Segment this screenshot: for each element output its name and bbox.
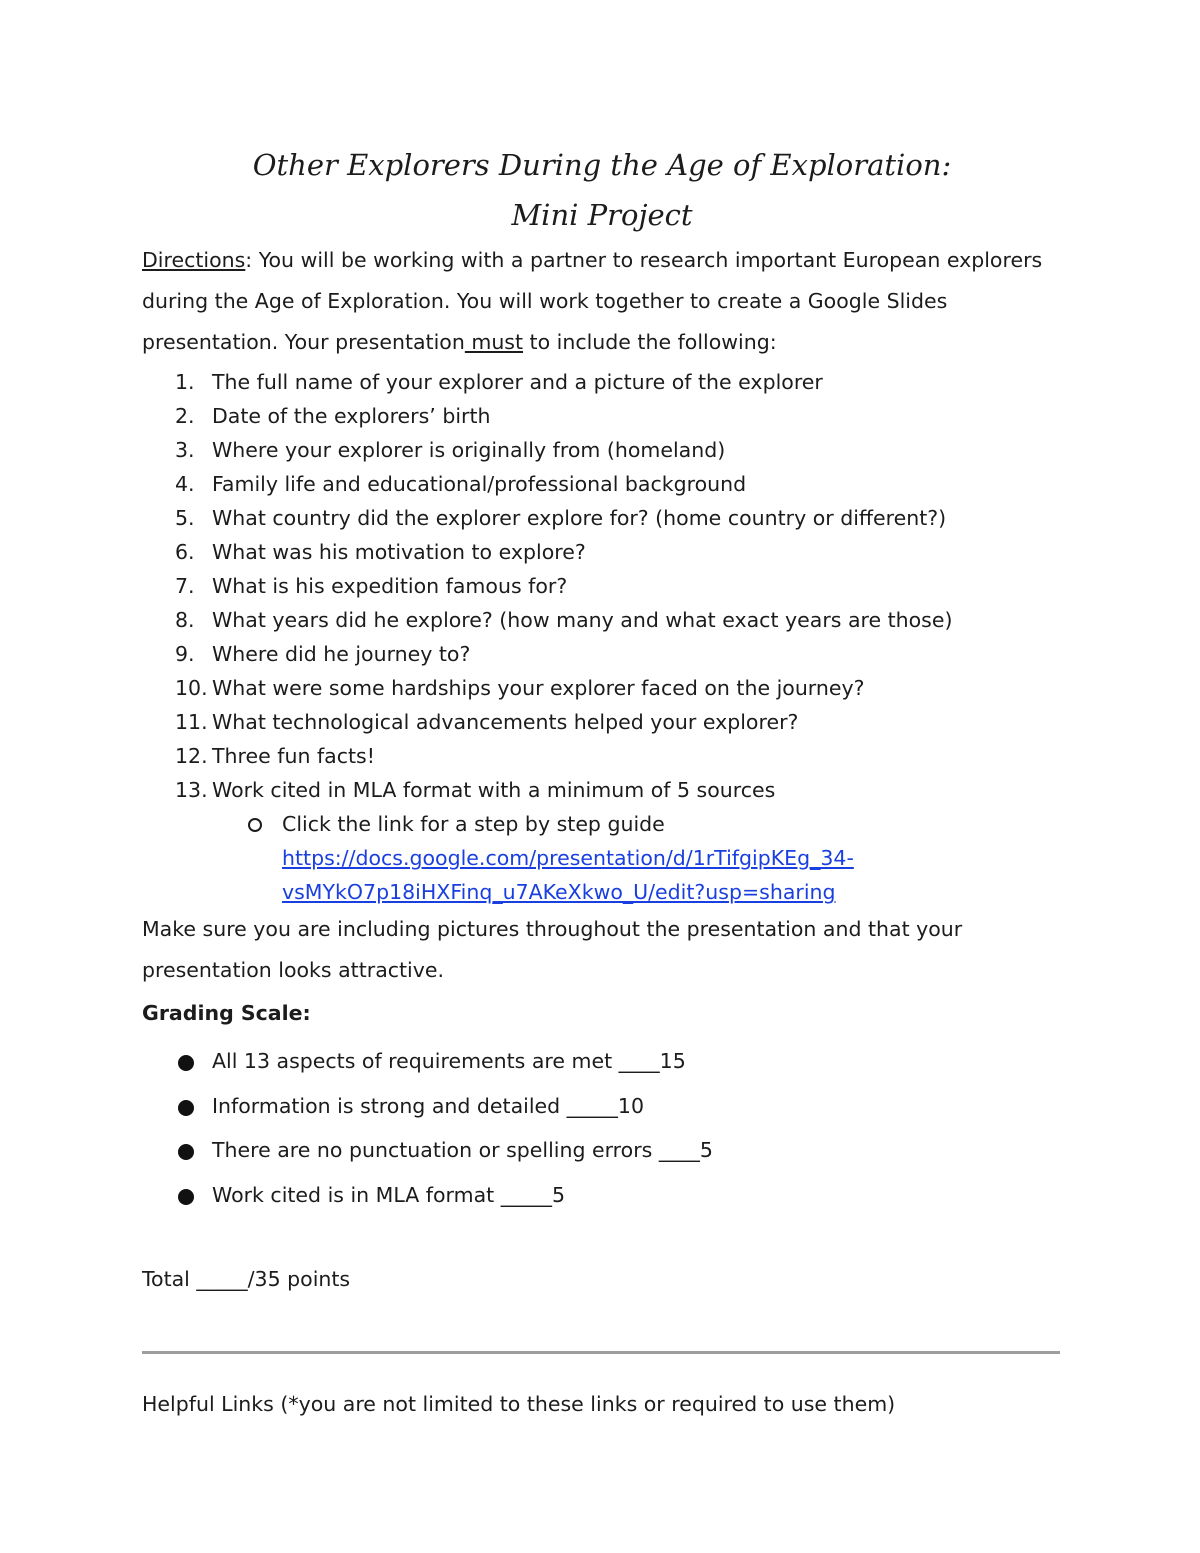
list-item-text: What technological advancements helped your explorer? bbox=[212, 710, 799, 734]
list-item-text: What was his motivation to explore? bbox=[212, 540, 586, 564]
list-item bbox=[142, 535, 1062, 569]
grading-item-text: All 13 aspects of requirements are met ____15 bbox=[212, 1049, 686, 1073]
horizontal-divider bbox=[142, 1351, 1060, 1354]
list-number: 8. bbox=[175, 608, 195, 632]
helpful-links-text: Helpful Links (*you are not limited to these links or required to use them) bbox=[142, 1392, 896, 1416]
title-line-1: Other Explorers During the Age of Exploration: bbox=[252, 148, 952, 182]
list-item bbox=[142, 365, 1062, 399]
directions-label: Directions bbox=[142, 248, 246, 272]
list-item bbox=[142, 637, 1062, 671]
list-item bbox=[142, 399, 1062, 433]
list-number: 1. bbox=[175, 370, 195, 394]
directions-tail: to include the following: bbox=[523, 330, 777, 354]
list-item bbox=[142, 1173, 1062, 1218]
list-number: 13. bbox=[175, 778, 208, 802]
list-item bbox=[142, 773, 1062, 807]
list-number: 2. bbox=[175, 404, 195, 428]
list-number: 7. bbox=[175, 574, 195, 598]
guide-sub-item bbox=[142, 807, 1062, 909]
directions-text: : You will be working with a partner to research important European explorers during the Age of Exploration. You will work together to create a Google Slides presentation. Your presentation bbox=[142, 248, 1043, 354]
list-number: 4. bbox=[175, 472, 195, 496]
bullet-icon bbox=[178, 1144, 194, 1160]
list-number: 11. bbox=[175, 710, 208, 734]
bullet-icon bbox=[178, 1189, 194, 1205]
list-number: 12. bbox=[175, 744, 208, 768]
list-item bbox=[142, 569, 1062, 603]
grading-item-text: Work cited is in MLA format _____5 bbox=[212, 1182, 565, 1207]
bullet-icon bbox=[178, 1100, 194, 1116]
list-item bbox=[142, 603, 1062, 637]
list-item bbox=[142, 1039, 1062, 1084]
list-item-text: What years did he explore? (how many and what exact years are those) bbox=[212, 608, 953, 632]
list-item-text: Family life and educational/professional background bbox=[212, 472, 747, 496]
list-number: 10. bbox=[175, 676, 208, 700]
page-title bbox=[142, 140, 1062, 240]
list-item-text: Work cited in MLA format with a minimum of 5 sources bbox=[212, 778, 776, 802]
list-item bbox=[142, 433, 1062, 467]
guide-link[interactable] bbox=[282, 846, 854, 904]
list-item-text: Three fun facts! bbox=[212, 744, 375, 768]
list-item-text: The full name of your explorer and a picture of the explorer bbox=[212, 370, 823, 394]
bullet-icon bbox=[178, 1055, 194, 1071]
list-item bbox=[142, 501, 1062, 535]
requirements-list bbox=[142, 365, 1062, 807]
document-page bbox=[142, 140, 1062, 1424]
list-item-text: What country did the explorer explore for? (home country or different?) bbox=[212, 506, 947, 530]
list-item-text: Where your explorer is originally from (homeland) bbox=[212, 438, 726, 462]
grading-list bbox=[142, 1039, 1062, 1217]
guide-link-line-1: https://docs.google.com/presentation/d/1rTifgipKEg_34- bbox=[282, 846, 854, 870]
grading-heading: Grading Scale: bbox=[142, 1001, 311, 1025]
directions-paragraph bbox=[142, 240, 1062, 363]
list-item bbox=[142, 705, 1062, 739]
title-line-2: Mini Project bbox=[511, 198, 693, 232]
list-item bbox=[142, 671, 1062, 705]
list-number: 6. bbox=[175, 540, 195, 564]
list-item bbox=[142, 1128, 1062, 1173]
list-number: 3. bbox=[175, 438, 195, 462]
must-word: must bbox=[464, 330, 524, 354]
list-item bbox=[142, 467, 1062, 501]
total-points: Total _____/35 points bbox=[142, 1267, 351, 1291]
list-item bbox=[142, 739, 1062, 773]
list-number: 9. bbox=[175, 642, 195, 666]
grading-item-text: Information is strong and detailed _____10 bbox=[212, 1093, 645, 1118]
list-item-text: Date of the explorers’ birth bbox=[212, 404, 491, 428]
guide-link-line-2: vsMYkO7p18iHXFinq_u7AKeXkwo_U/edit?usp=sharing bbox=[282, 880, 836, 904]
list-number: 5. bbox=[175, 506, 195, 530]
hollow-bullet-icon bbox=[248, 818, 262, 832]
grading-item-text: There are no punctuation or spelling errors ____5 bbox=[212, 1138, 713, 1162]
make-sure-paragraph: Make sure you are including pictures throughout the presentation and that your presentation looks attractive. bbox=[142, 917, 963, 982]
list-item bbox=[142, 1084, 1062, 1129]
guide-text: Click the link for a step by step guide bbox=[282, 812, 665, 836]
list-item-text: What is his expedition famous for? bbox=[212, 574, 568, 598]
list-item-text: What were some hardships your explorer faced on the journey? bbox=[212, 676, 865, 700]
list-item-text: Where did he journey to? bbox=[212, 642, 471, 666]
